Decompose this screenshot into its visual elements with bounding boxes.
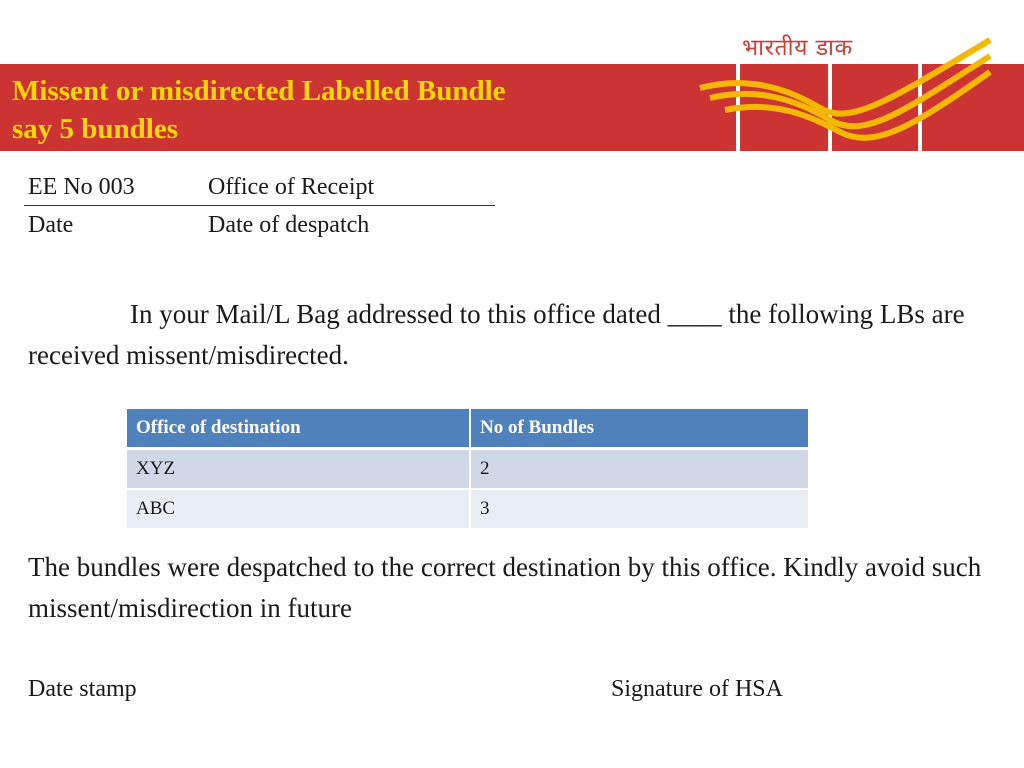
table-cell-count: 2: [470, 449, 809, 490]
meta-divider: [24, 205, 495, 206]
table-cell-office: ABC: [127, 489, 470, 529]
table-cell-count: 3: [470, 489, 809, 529]
ee-no-label: EE No 003: [28, 173, 135, 200]
office-of-receipt-label: Office of Receipt: [208, 173, 375, 200]
table-header-row: [127, 409, 809, 449]
date-of-despatch-label: Date of despatch: [208, 211, 370, 238]
intro-paragraph-text: In your Mail/L Bag addressed to this office dated ____ the following LBs are received missent/misdirected.: [28, 299, 965, 370]
meta-block: [28, 168, 374, 244]
table-row: [127, 489, 809, 529]
india-post-logo-icon: [690, 30, 1024, 152]
date-label: Date: [28, 211, 74, 238]
table-cell-office: XYZ: [127, 449, 470, 490]
page-title: [12, 72, 692, 148]
logo-text: भारतीय डाक: [742, 35, 853, 61]
title-line-1: Missent or misdirected Labelled Bundle: [12, 75, 506, 107]
col-no-of-bundles: No of Bundles: [470, 409, 809, 449]
intro-paragraph: [28, 294, 998, 376]
signature-label: Signature of HSA: [611, 676, 783, 702]
col-office-of-destination: Office of destination: [127, 409, 470, 449]
closing-paragraph: The bundles were despatched to the correct destination by this office. Kindly avoid such missent/misdirection in future: [28, 552, 982, 623]
meta-row-ee-no: [28, 168, 374, 206]
date-stamp-label: Date stamp: [28, 676, 137, 702]
bundles-table: [127, 409, 810, 530]
title-line-2: say 5 bundles: [12, 113, 179, 145]
table-row: [127, 449, 809, 490]
meta-row-date: [28, 206, 374, 244]
